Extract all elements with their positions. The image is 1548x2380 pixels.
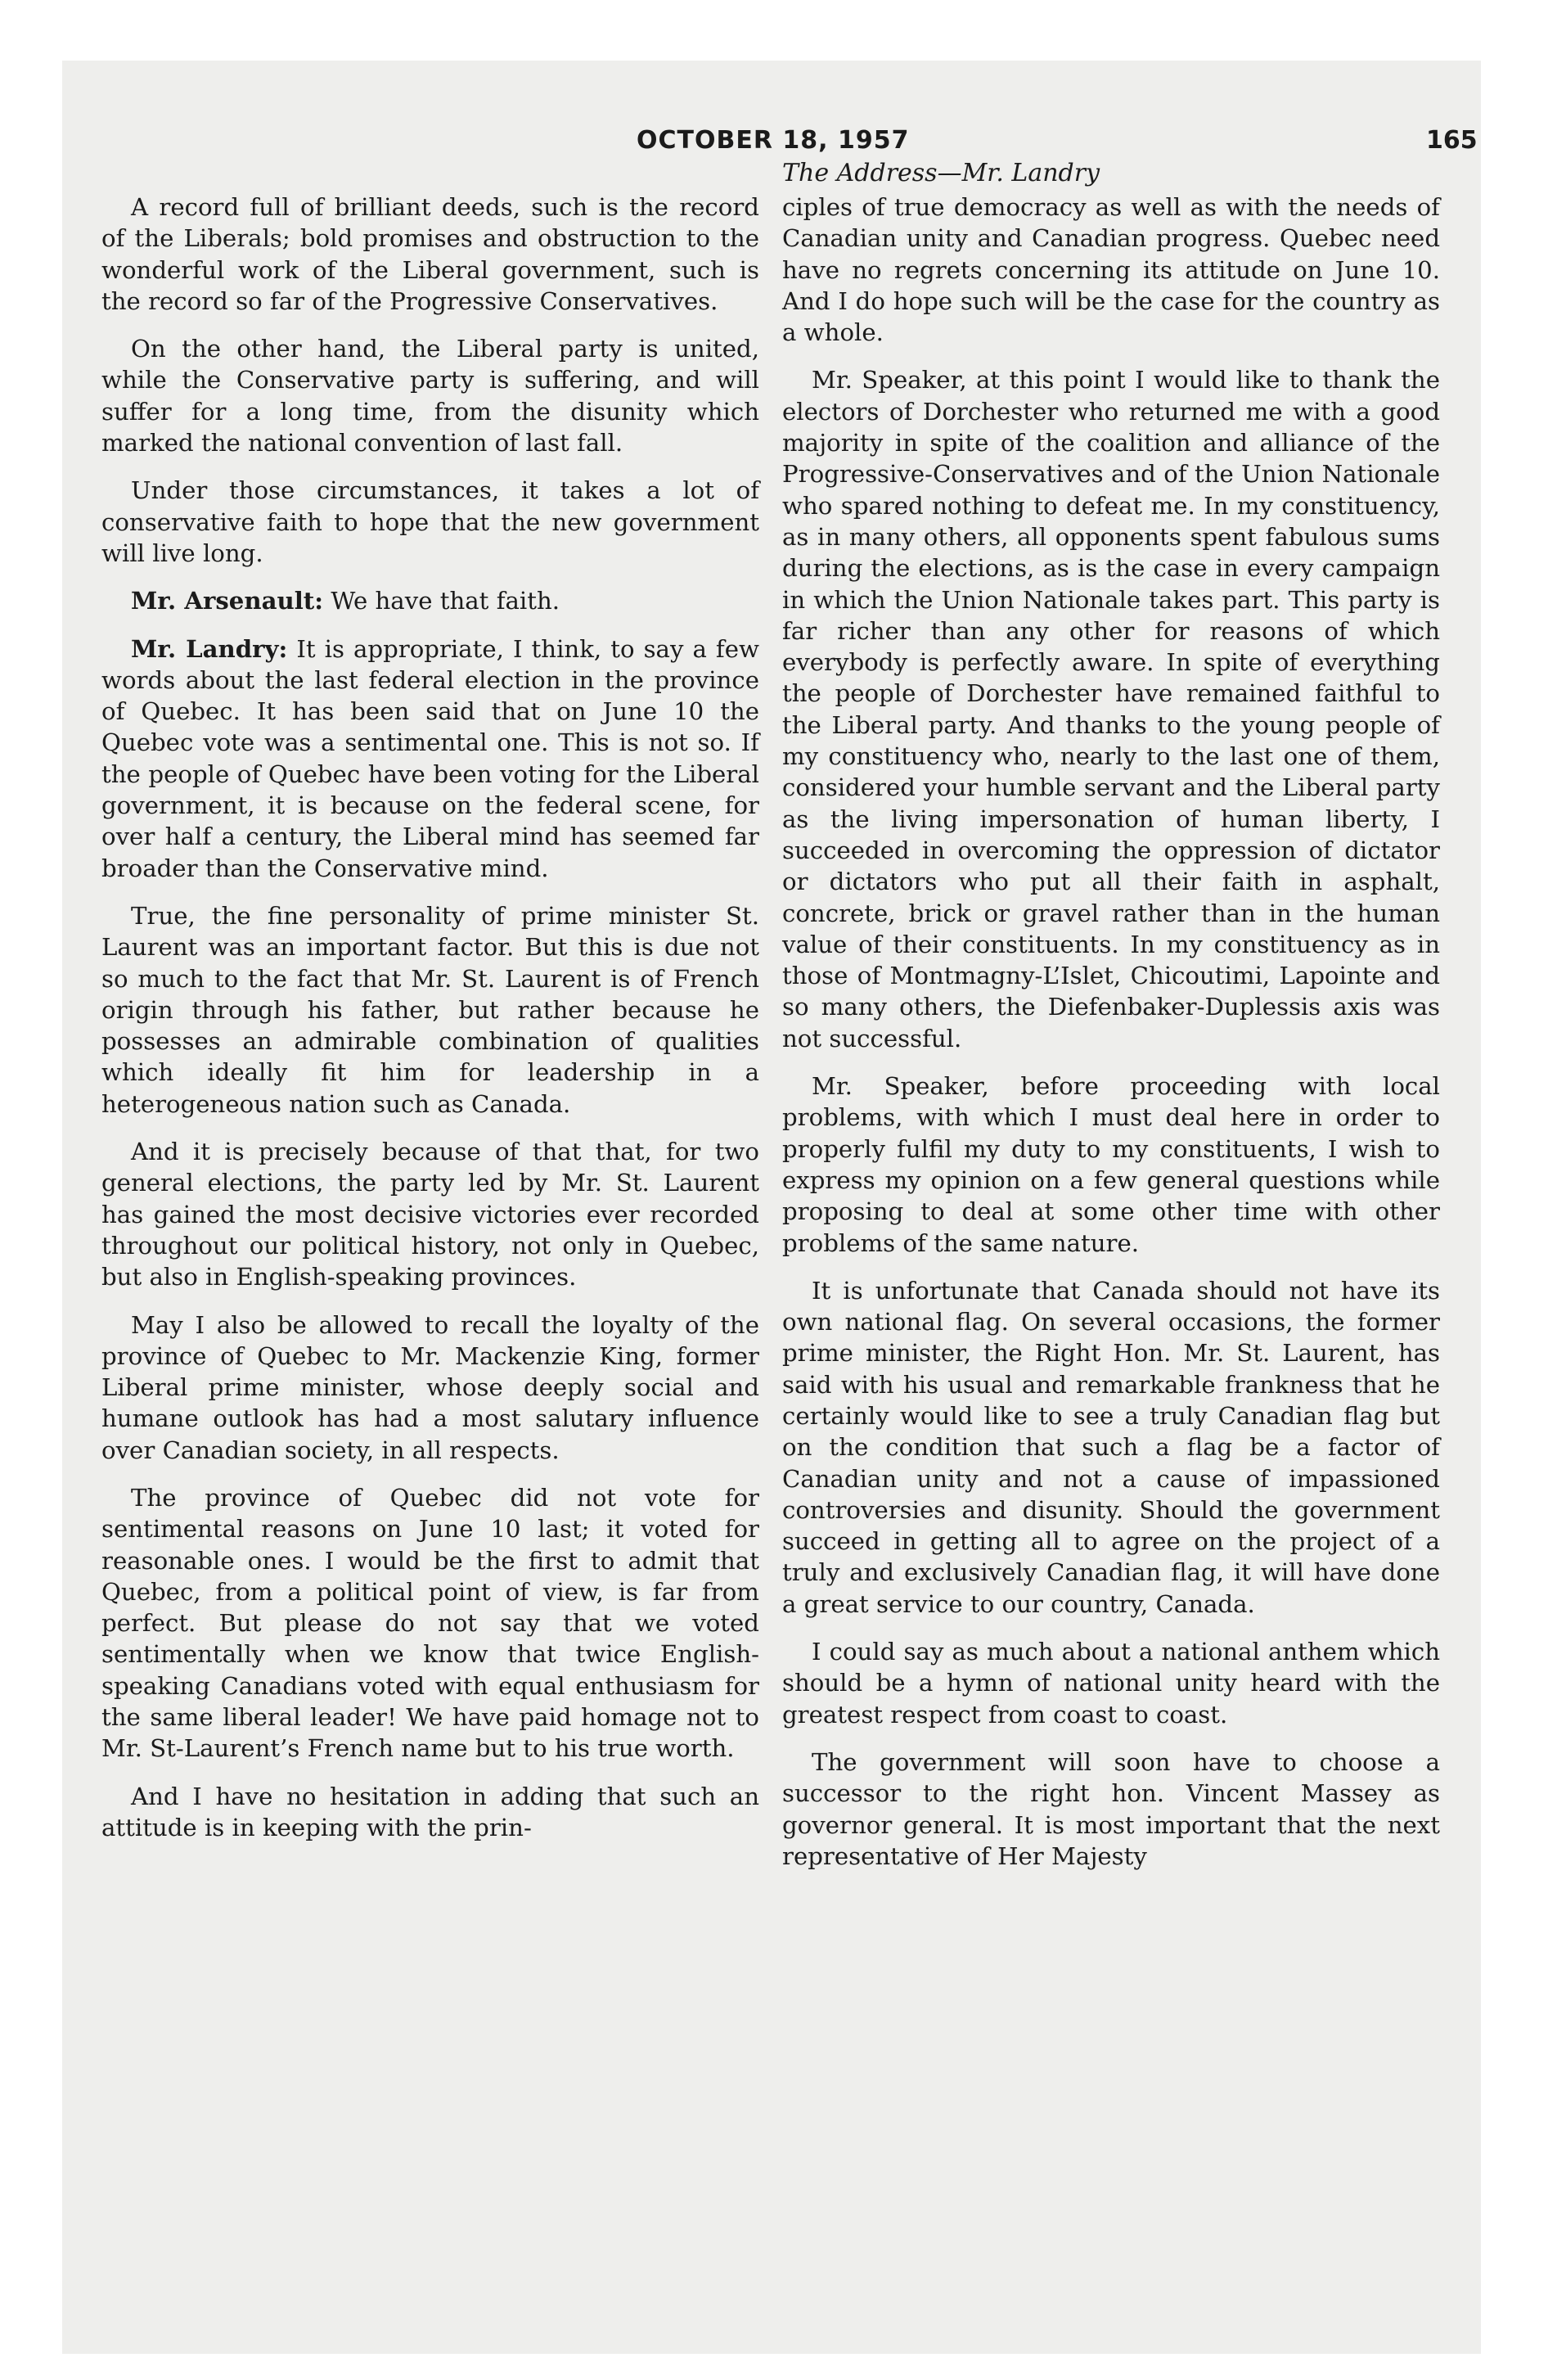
right-column bbox=[782, 192, 1440, 1888]
page-number: 165 bbox=[1426, 126, 1478, 155]
paragraph-text: The province of Quebec did not vote for sentimental reasons on June 10 last; it voted for reasonable ones. I would be the first to admit that Quebec, from a political point of view, is far from perfect. But please do not say that we voted sentimentally when we know that twice English-speaking Canadians voted with equal enthusiasm for the same liberal leader! We have paid homage not to Mr. St-Laurent’s French name but to his true worth. bbox=[101, 1483, 759, 1763]
paragraph-text: I could say as much about a national anthem which should be a hymn of national unity heard with the greatest respect from coast to coast. bbox=[782, 1638, 1440, 1729]
paragraph bbox=[101, 475, 759, 569]
paragraph-text: On the other hand, the Liberal party is united, while the Conservative party is suffering, and will suffer for a long time, from the disunity which marked the national convention of last fall. bbox=[101, 335, 759, 458]
paragraph-text: May I also be allowed to recall the loyalty of the province of Quebec to Mr. Mackenzie King, former Liberal prime minister, whose deeply social and humane outlook has had a most salutary influence over Canadian society, in all respects. bbox=[101, 1310, 759, 1464]
paragraph bbox=[101, 633, 759, 884]
paragraph-text: It is unfortunate that Canada should not have its own national flag. On several occasions, the former prime minister, the Right Hon. Mr. St. Laurent, has said with his usual and remarkable frankness that he certainly would like to see a truly Canadian flag but on the condition that such a flag be a factor of Canadian unity and not a cause of impassioned controversies and disunity. Should the government succeed in getting all to agree on the project of a truly and exclusively Canadian flag, it will have done a great service to our country, Canada. bbox=[782, 1276, 1440, 1618]
paragraph bbox=[782, 1071, 1440, 1259]
page-scan bbox=[62, 61, 1481, 2354]
paragraph bbox=[101, 333, 759, 458]
page-header-date: OCTOBER 18, 1957 bbox=[637, 126, 910, 155]
paragraph-text: True, the fine personality of prime minister St. Laurent was an important factor. But this is due not so much to the fact that Mr. St. Laurent is of French origin through his father, but rather because he possesses an admirable combination of qualities which ideally fit him for leadership in a heterogeneous nation such as Canada. bbox=[101, 901, 759, 1118]
paragraph bbox=[101, 1781, 759, 1844]
paragraph-text: ciples of true democracy as well as with the needs of Canadian unity and Canadian progress. Quebec need have no regrets concerning its attitude on June 10. And I do hope such will be the case for the country as a whole. bbox=[782, 193, 1440, 347]
left-column bbox=[101, 192, 759, 1859]
paragraph bbox=[782, 364, 1440, 1054]
paragraph bbox=[101, 1309, 759, 1466]
paragraph bbox=[101, 585, 759, 616]
paragraph bbox=[101, 192, 759, 317]
paragraph bbox=[101, 900, 759, 1120]
paragraph-text: The government will soon have to choose a successor to the right hon. Vincent Massey as governor general. It is most important that the next representative of Her Majesty bbox=[782, 1747, 1440, 1870]
paragraph-text: Mr. Speaker, at this point I would like to thank the electors of Dorchester who returned me with a good majority in spite of the coalition and alliance of the Progressive-Conservatives and of the Union Nationale who spared nothing to defeat me. In my constituency, as in many others, all opponents spent fabulous sums during the elections, as is the case in every campaign in which the Union Nationale takes part. This party is far richer than any other for reasons of which everybody is perfectly aware. In spite of everything the people of Dorchester have remained faithful to the Liberal party. And thanks to the young people of my constituency who, nearly to the last one of them, considered your humble servant and the Liberal party as the living impersonation of human liberty, I succeeded in overcoming the oppression of dictator or dictators who put all their faith in asphalt, concrete, brick or gravel rather than in the human value of their constituents. In my constituency as in those of Montmagny-L’Islet, Chicoutimi, Lapointe and so many others, the Diefenbaker-Duplessis axis was not successful. bbox=[782, 366, 1440, 1053]
paragraph-text: And I have no hesitation in adding that such an attitude is in keeping with the prin- bbox=[101, 1782, 759, 1841]
paragraph bbox=[101, 1136, 759, 1292]
paragraph bbox=[782, 1747, 1440, 1872]
paragraph-text: Mr. Speaker, before proceeding with local problems, with which I must deal here in order to properly fulfil my duty to my constituents, I wish to express my opinion on a few general questions while proposing to deal at some other time with other problems of the same nature. bbox=[782, 1072, 1440, 1257]
paragraph bbox=[782, 1636, 1440, 1730]
paragraph bbox=[782, 1275, 1440, 1620]
paragraph bbox=[101, 1482, 759, 1765]
running-head: The Address—Mr. Landry bbox=[782, 159, 1100, 187]
paragraph-text: Under those circumstances, it takes a lot of conservative faith to hope that the new government will live long. bbox=[101, 476, 759, 567]
paragraph-text: It is appropriate, I think, to say a few words about the last federal election in the province of Quebec. It has been said that on June 10 the Quebec vote was a sentimental one. This is not so. If the people of Quebec have been voting for the Liberal government, it is because on the federal scene, for over half a century, the Liberal mind has seemed far broader than the Conservative mind. bbox=[101, 634, 759, 882]
paragraph-text: We have that faith. bbox=[331, 587, 560, 615]
speaker-name: Mr. Landry: bbox=[131, 634, 288, 663]
speaker-name: Mr. Arsenault: bbox=[131, 587, 324, 615]
paragraph bbox=[782, 192, 1440, 348]
paragraph-text: A record full of brilliant deeds, such is the record of the Liberals; bold promises and obstruction to the wonderful work of the Liberal government, such is the record so far of the Progressive Conservatives. bbox=[101, 193, 759, 315]
paragraph-text: And it is precisely because of that that, for two general elections, the party led by Mr. St. Laurent has gained the most decisive victories ever recorded throughout our political history, not only in Quebec, but also in English-speaking provinces. bbox=[101, 1138, 759, 1291]
